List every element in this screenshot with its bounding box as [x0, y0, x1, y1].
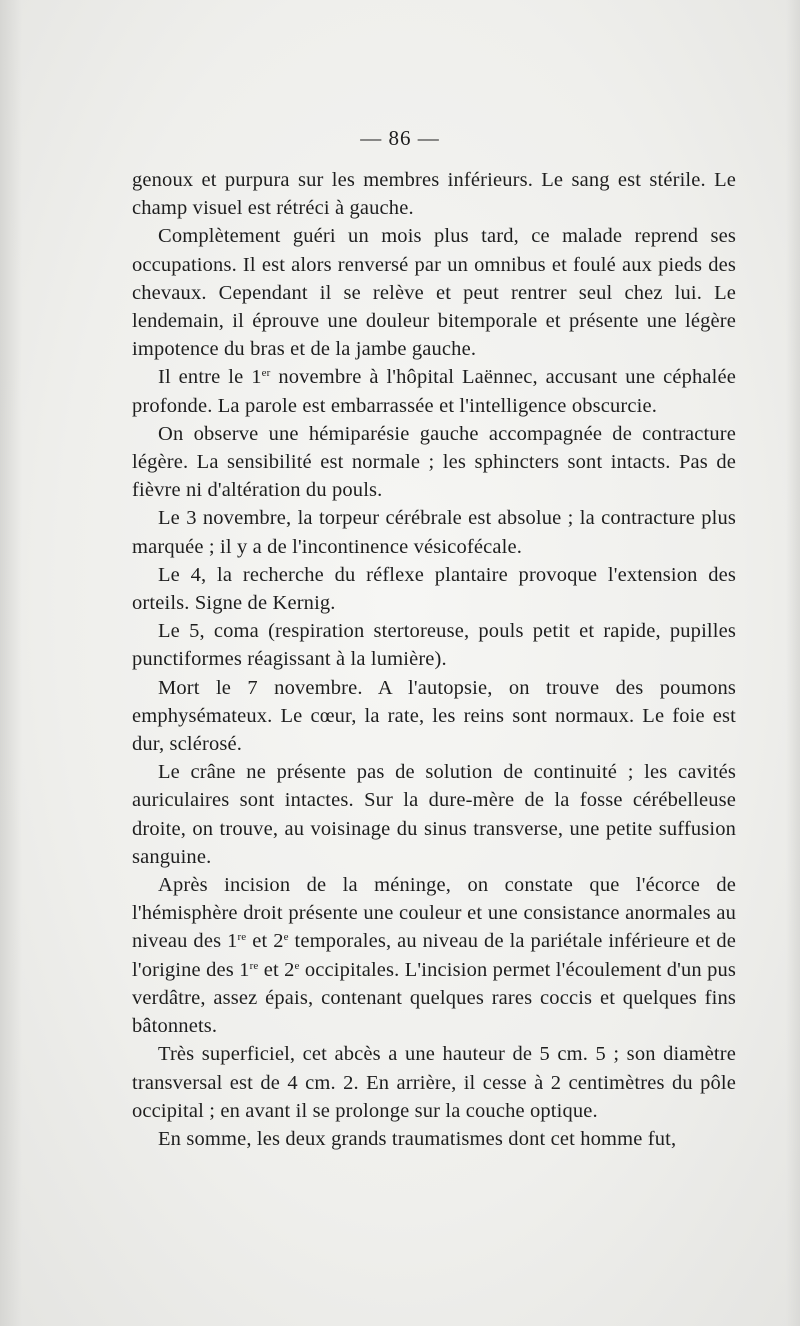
- paragraph: On observe une hémiparésie gauche accompagnée de contracture légère. La sensibilité est normale ; les sphincters sont intacts. Pas de fièvre ni d'altération du pouls.: [132, 422, 736, 502]
- paragraph: Le crâne ne présente pas de solution de continuité ; les cavités auriculaires sont intactes. Sur la dure-mère de la fosse cérébelleuse droite, on trouve, au voisinage du sinus transverse, une petite suffusion sanguine.: [132, 761, 736, 868]
- paragraph: Le 3 novembre, la torpeur cérébrale est absolue ; la contracture plus marquée ; il y a de l'incontinence vésicofécale.: [132, 507, 736, 558]
- page-edge-shadow-left: [0, 0, 22, 1326]
- text-run: novembre à l'hôpital Laënnec, accusant une céphalée profonde. La parole est embarrassée et l'intelligence obscurcie.: [132, 366, 736, 417]
- paragraph: Le 4, la recherche du réflexe plantaire provoque l'extension des orteils. Signe de Kernig.: [132, 563, 736, 615]
- text-run: temporales, au niveau de la pariétale inférieure et de l'origine des 1: [132, 930, 736, 981]
- text-run: et 2: [246, 930, 284, 953]
- paragraph: [132, 363, 736, 419]
- text-run: Il entre le 1: [158, 366, 262, 389]
- paragraph: Mort le 7 novembre. A l'autopsie, on trouve des poumons emphysémateux. Le cœur, la rate, les reins sont normaux. Le foie est dur, sclérosé.: [132, 676, 736, 756]
- text-run: Après incision de la méninge, on constate que l'écorce de l'hémisphère droit présente une couleur et une consistance anormales au niveau des 1: [132, 874, 736, 953]
- paragraph: En somme, les deux grands traumatismes dont cet homme fut,: [158, 1127, 677, 1150]
- paragraph-continuation: genoux et purpura sur les membres inférieurs. Le sang est stérile. Le champ visuel est rétréci à gauche.: [132, 169, 736, 220]
- body-text: [132, 166, 736, 1153]
- paragraph: Très superficiel, cet abcès a une hauteur de 5 cm. 5 ; son diamètre transversal est de 4 cm. 2. En arrière, il cesse à 2 centimètres du pôle occipital ; en avant il se prolonge sur la couche optique.: [132, 1043, 736, 1122]
- superscript: er: [261, 367, 271, 380]
- paragraph: [132, 871, 736, 1040]
- page-edge-shadow-right: [786, 0, 800, 1326]
- superscript: e: [283, 931, 289, 944]
- paragraph: Complètement guéri un mois plus tard, ce malade reprend ses occupations. Il est alors renversé par un omnibus et foulé aux pieds des chevaux. Cependant il se relève et peut rentrer seul chez lui. Le lendemain, il éprouve une douleur bitemporale et présente une légère impotence du bras et de la jambe gauche.: [132, 225, 736, 361]
- superscript: re: [249, 959, 259, 972]
- text-run: et 2: [258, 958, 295, 981]
- page-number: — 86 —: [360, 126, 440, 150]
- paragraph: Le 5, coma (respiration stertoreuse, pouls petit et rapide, pupilles punctiformes réagissant à la lumière).: [132, 620, 736, 671]
- superscript: e: [294, 959, 300, 972]
- superscript: re: [237, 931, 247, 944]
- text-run: occipitales. L'incision permet l'écoulement d'un pus verdâtre, assez épais, contenant quelques rares coccis et quelques fins bâtonnets.: [132, 958, 736, 1038]
